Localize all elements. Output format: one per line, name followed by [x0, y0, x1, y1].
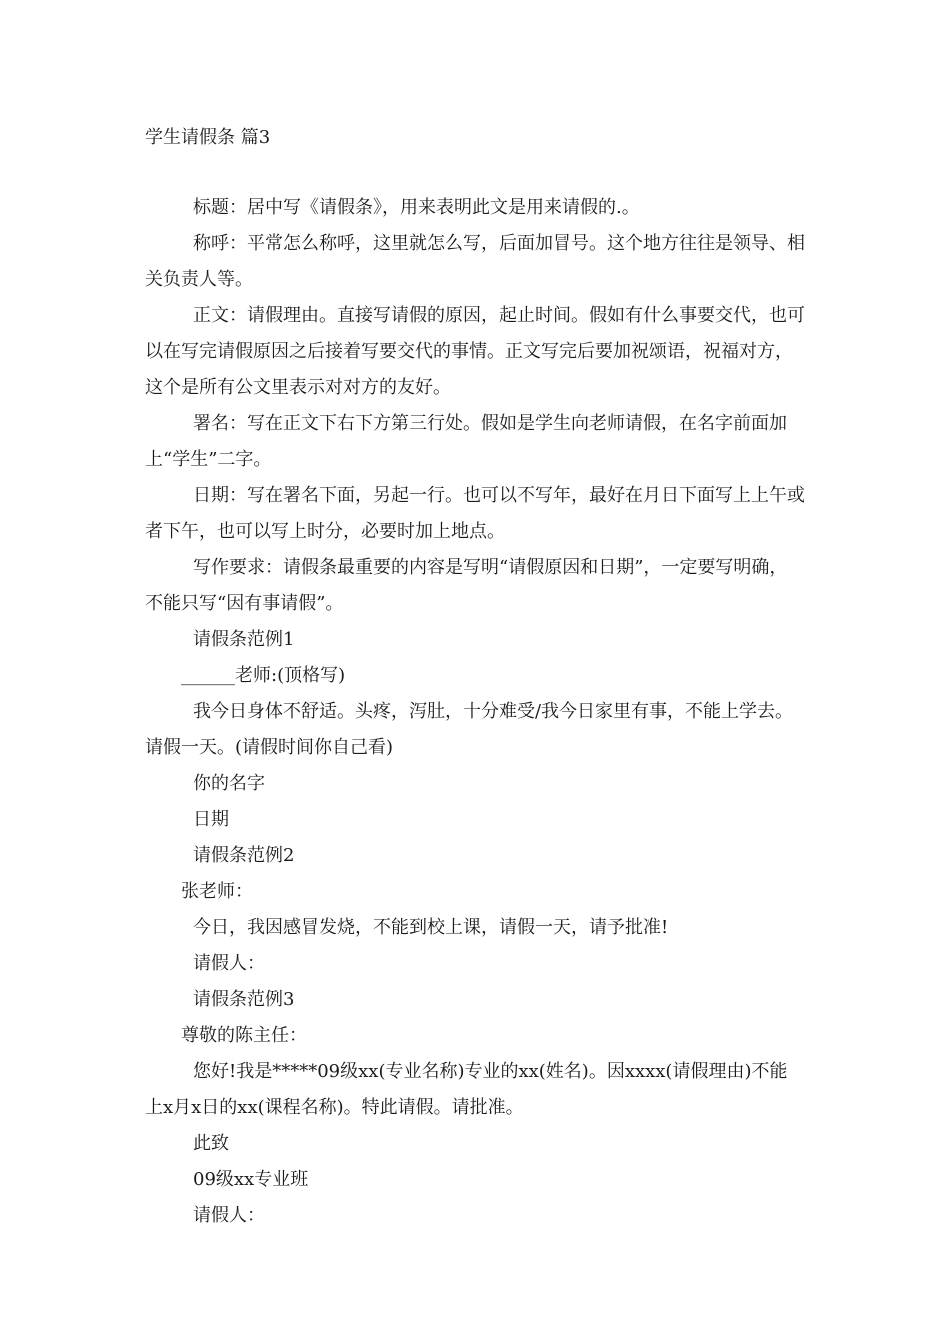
- paragraph: 此致: [193, 1133, 229, 1154]
- paragraph: 日期：写在署名下面，另起一行。也可以不写年，最好在月日下面写上上午或者下午，也可以写上时分，必要时加上地点。: [145, 485, 805, 542]
- paragraph: 标题：居中写《请假条》，用来表明此文是用来请假的.。: [193, 197, 640, 218]
- paragraph: 今日，我因感冒发烧，不能到校上课，请假一天，请予批准!: [193, 917, 669, 938]
- paragraph: 你的名字: [193, 773, 265, 794]
- document-body: [145, 190, 805, 1234]
- paragraph: 您好!我是*****09级xx(专业名称)专业的xx(姓名)。因xxxx(请假理由)不能上x月x日的xx(课程名称)。特此请假。请批准。: [145, 1061, 788, 1118]
- paragraph: 署名：写在正文下右下方第三行处。假如是学生向老师请假，在名字前面加上“学生”二字。: [145, 413, 787, 470]
- document-title: 学生请假条 篇3: [145, 127, 271, 148]
- paragraph: 称呼：平常怎么称呼，这里就怎么写，后面加冒号。这个地方往往是领导、相关负责人等。: [145, 233, 805, 290]
- paragraph: 请假人：: [193, 953, 265, 974]
- paragraph: 张老师：: [181, 881, 253, 902]
- paragraph: 请假人：: [193, 1205, 265, 1226]
- paragraph: 请假条范例3: [193, 989, 295, 1010]
- paragraph: ______老师:(顶格写): [181, 665, 346, 686]
- paragraph: 09级xx专业班: [193, 1169, 309, 1190]
- paragraph: 尊敬的陈主任：: [181, 1025, 307, 1046]
- paragraph: 写作要求：请假条最重要的内容是写明“请假原因和日期”，一定要写明确，不能只写“因有事请假”。: [145, 557, 788, 614]
- paragraph: 请假条范例2: [193, 845, 295, 866]
- paragraph: 请假条范例1: [193, 629, 295, 650]
- paragraph: 日期: [193, 809, 229, 830]
- paragraph: 我今日身体不舒适。头疼，泻肚，十分难受/我今日家里有事，不能上学去。请假一天。(请假时间你自己看): [145, 701, 794, 758]
- paragraph: 正文：请假理由。直接写请假的原因，起止时间。假如有什么事要交代，也可以在写完请假原因之后接着写要交代的事情。正文写完后要加祝颂语，祝福对方，这个是所有公文里表示对对方的友好。: [145, 305, 805, 398]
